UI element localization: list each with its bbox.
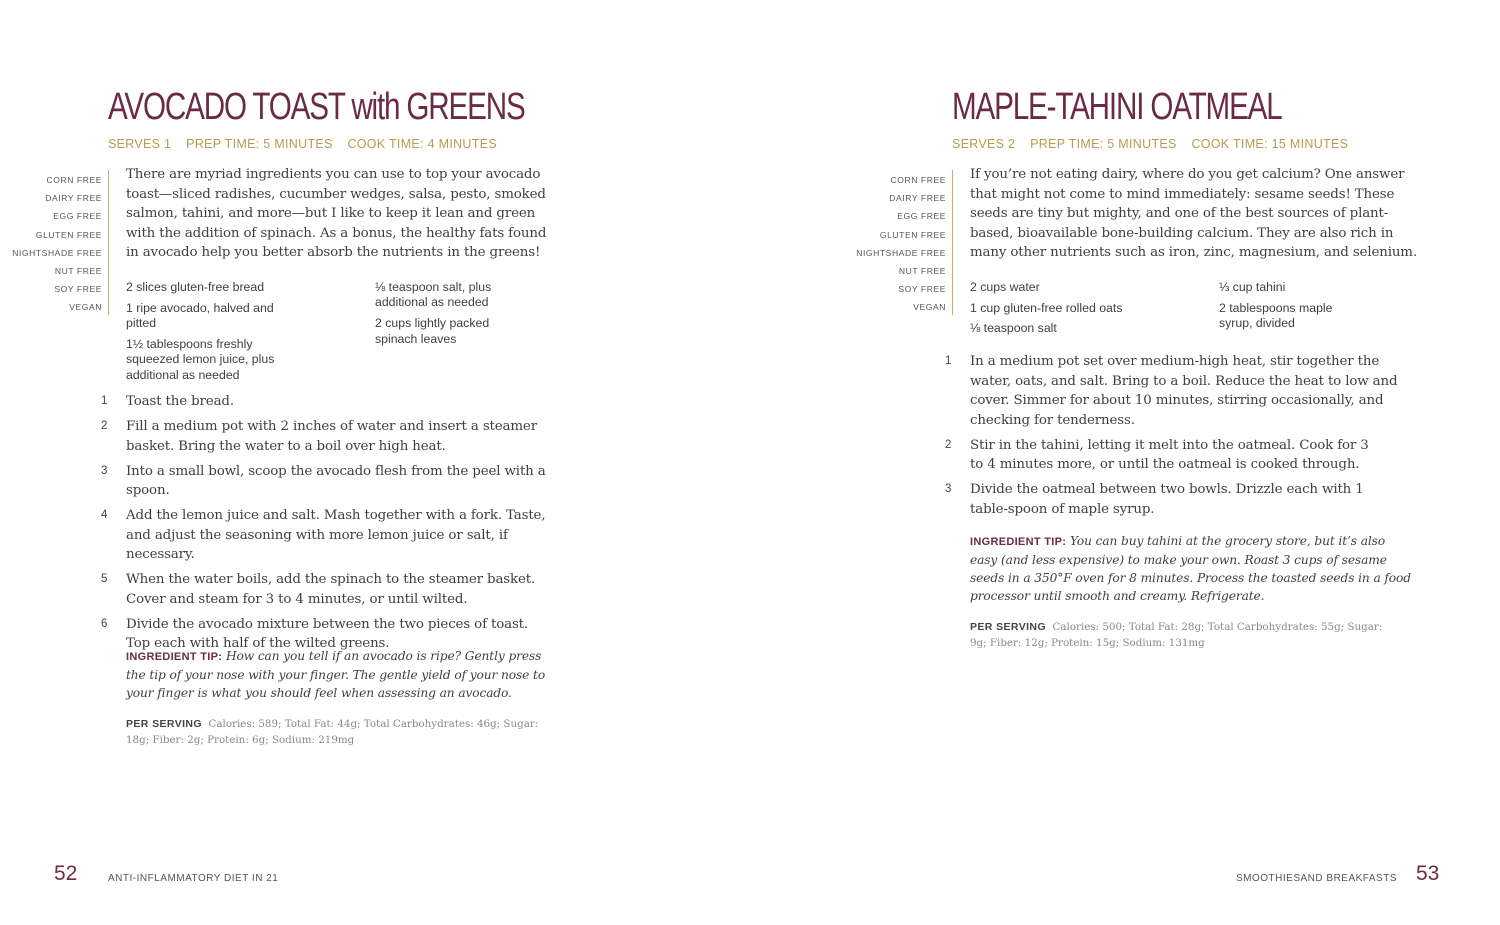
recipe-steps	[101, 392, 578, 659]
recipe-intro: If you’re not eating dairy, where do you get calcium? One answer that might not come to mind immediately: sesame seeds! These seeds are tiny but mighty, and one of the best sources of plant-based, bioavailable bone-building calcium. They are also rich in many other nutrients such as iron, zinc, magnesium, and selenium.	[970, 167, 1417, 260]
running-head: ANTI-INFLAMMATORY DIET IN 21	[108, 873, 279, 884]
diet-tag: NUT FREE	[54, 265, 102, 276]
cook-time: COOK TIME: 15 MINUTES	[1191, 137, 1349, 151]
tip-text: You can buy tahini at the grocery store, but it’s also easy (and less expensive) to make your own. Roast 3 cups of sesame seeds in a 350°F oven for 8 minutes. Process the toasted seeds in a food processor until smooth and creamy. Refrigerate.	[970, 534, 1411, 603]
recipe-intro: There are myriad ingredients you can use to top your avocado toast—sliced radishes, cucumber wedges, salsa, pesto, smoked salmon, tahini, and more—but I like to keep it lean and green with the addition of spinach. As a bonus, the healthy fats found in avocado help you better absorb the nutrients in the greens!	[126, 167, 547, 260]
step-text: When the water boils, add the spinach to the steamer basket. Cover and steam for 3 to 4 minutes, or until wilted.	[126, 572, 536, 607]
diet-tag: DAIRY FREE	[889, 193, 946, 204]
ingredient-tip	[126, 647, 561, 702]
ingredients-column-2	[375, 280, 525, 352]
step	[945, 352, 1422, 430]
tip-text: How can you tell if an avocado is ripe? Gently press the tip of your nose with your finger. The gentle yield of your nose to your finger is what you should feel when assessing an avocado.	[126, 649, 546, 700]
ingredient-tip	[970, 532, 1415, 605]
step-text: Stir in the tahini, letting it melt into the oatmeal. Cook for 3 to 4 minutes more, or until the oatmeal is cooked through.	[970, 437, 1369, 472]
ingredient: 1 cup gluten-free rolled oats	[970, 300, 1123, 315]
running-head: SMOOTHIESAND BREAKFASTS	[1236, 873, 1397, 884]
recipe-meta	[108, 137, 508, 151]
tag-divider	[952, 170, 953, 315]
recipe-title: AVOCADO TOAST with GREENS	[108, 86, 525, 128]
diet-tag: NIGHTSHADE FREE	[12, 247, 102, 258]
step	[101, 506, 566, 565]
nutrition-label: PER SERVING	[970, 621, 1046, 633]
recipe-title: MAPLE-TAHINI OATMEAL	[952, 86, 1282, 128]
serves: SERVES 1	[108, 137, 172, 151]
step	[101, 392, 578, 412]
ingredients-column-1	[126, 280, 311, 388]
step-text: Divide the oatmeal between two bowls. Drizzle each with 1 table-spoon of maple syrup.	[970, 482, 1364, 517]
ingredient: 2 cups water	[970, 280, 1040, 294]
diet-tag: VEGAN	[69, 302, 102, 313]
step-number: 3	[101, 464, 108, 477]
nutrition-info	[126, 716, 546, 748]
ingredient: ⅛ teaspoon salt	[970, 321, 1057, 336]
prep-time: PREP TIME: 5 MINUTES	[186, 137, 333, 151]
step-number: 2	[101, 420, 108, 432]
nutrition-info	[970, 619, 1390, 651]
diet-tag: NUT FREE	[898, 265, 946, 276]
step-text: Toast the bread.	[126, 394, 234, 409]
step-number: 1	[945, 355, 952, 367]
step	[945, 436, 1380, 475]
step-number: 2	[945, 438, 952, 451]
ingredient: ⅓ cup tahini	[1219, 280, 1286, 294]
step	[101, 462, 546, 501]
diet-tags	[851, 171, 946, 317]
nutrition-text: Calories: 589; Total Fat: 44g; Total Carbohydrates: 46g; Sugar: 18g; Fiber: 2g; Protein: 6g; Sodium: 219mg	[126, 718, 539, 746]
ingredients-column-1	[970, 280, 1170, 342]
diet-tag: SOY FREE	[54, 284, 102, 295]
step-number: 3	[945, 483, 952, 495]
step-number: 6	[101, 617, 108, 630]
ingredient: ⅛ teaspoon salt, plus additional as needed	[375, 280, 492, 310]
step-text: Fill a medium pot with 2 inches of water and insert a steamer basket. Bring the water to a boil over high heat.	[126, 419, 537, 454]
step-text: Into a small bowl, scoop the avocado flesh from the peel with a spoon.	[126, 463, 546, 498]
step-number: 4	[101, 509, 108, 521]
step	[101, 417, 578, 456]
tag-divider	[108, 170, 109, 315]
step-number: 1	[101, 395, 108, 407]
nutrition-label: PER SERVING	[126, 718, 202, 730]
diet-tag: GLUTEN FREE	[879, 229, 946, 240]
right-page	[750, 0, 1500, 925]
diet-tag: EGG FREE	[53, 211, 102, 222]
step-text: Add the lemon juice and salt. Mash together with a fork. Taste, and adjust the seasoning with more lemon juice or salt, if necessary.	[126, 508, 546, 562]
step-text: Divide the avocado mixture between the two pieces of toast. Top each with half of the wilted greens.	[126, 616, 529, 651]
diet-tag: EGG FREE	[897, 211, 946, 222]
cook-time: COOK TIME: 4 MINUTES	[347, 137, 497, 151]
ingredient: 1½ tablespoons freshly squeezed lemon juice, plus additional as needed	[126, 336, 275, 382]
ingredient: 2 cups lightly packed spinach leaves	[375, 316, 490, 346]
diet-tag: NIGHTSHADE FREE	[856, 247, 946, 258]
step-text: In a medium pot set over medium-high heat, stir together the water, oats, and salt. Bring to a boil. Reduce the heat to low and cover. Simmer for about 10 minutes, stirring occasionally, and checking for tenderness.	[970, 354, 1398, 428]
ingredient: 1 ripe avocado, halved and pitted	[126, 300, 274, 331]
page-number: 52	[54, 862, 78, 885]
recipe-steps	[945, 352, 1422, 525]
serves: SERVES 2	[952, 137, 1016, 151]
step	[101, 570, 566, 609]
nutrition-text: Calories: 500; Total Fat: 28g; Total Carbohydrates: 55g; Sugar: 9g; Fiber: 12g; Protein: 15g; Sodium: 131mg	[970, 621, 1383, 649]
page-number: 53	[1416, 862, 1440, 885]
diet-tag: CORN FREE	[46, 175, 102, 185]
diet-tag: VEGAN	[913, 302, 946, 313]
tip-label: INGREDIENT TIP:	[126, 651, 223, 663]
ingredient: 2 tablespoons maple syrup, divided	[1219, 300, 1333, 331]
ingredient: 2 slices gluten-free bread	[126, 280, 265, 294]
prep-time: PREP TIME: 5 MINUTES	[1030, 137, 1177, 151]
ingredients-column-2	[1219, 280, 1369, 337]
tip-label: INGREDIENT TIP:	[970, 536, 1067, 548]
diet-tag: DAIRY FREE	[45, 193, 102, 204]
step	[945, 480, 1400, 519]
diet-tags	[7, 171, 102, 317]
diet-tag: GLUTEN FREE	[35, 229, 102, 240]
diet-tag: CORN FREE	[890, 175, 946, 185]
step-number: 5	[101, 573, 108, 585]
recipe-meta	[952, 137, 1359, 151]
diet-tag: SOY FREE	[898, 284, 946, 295]
